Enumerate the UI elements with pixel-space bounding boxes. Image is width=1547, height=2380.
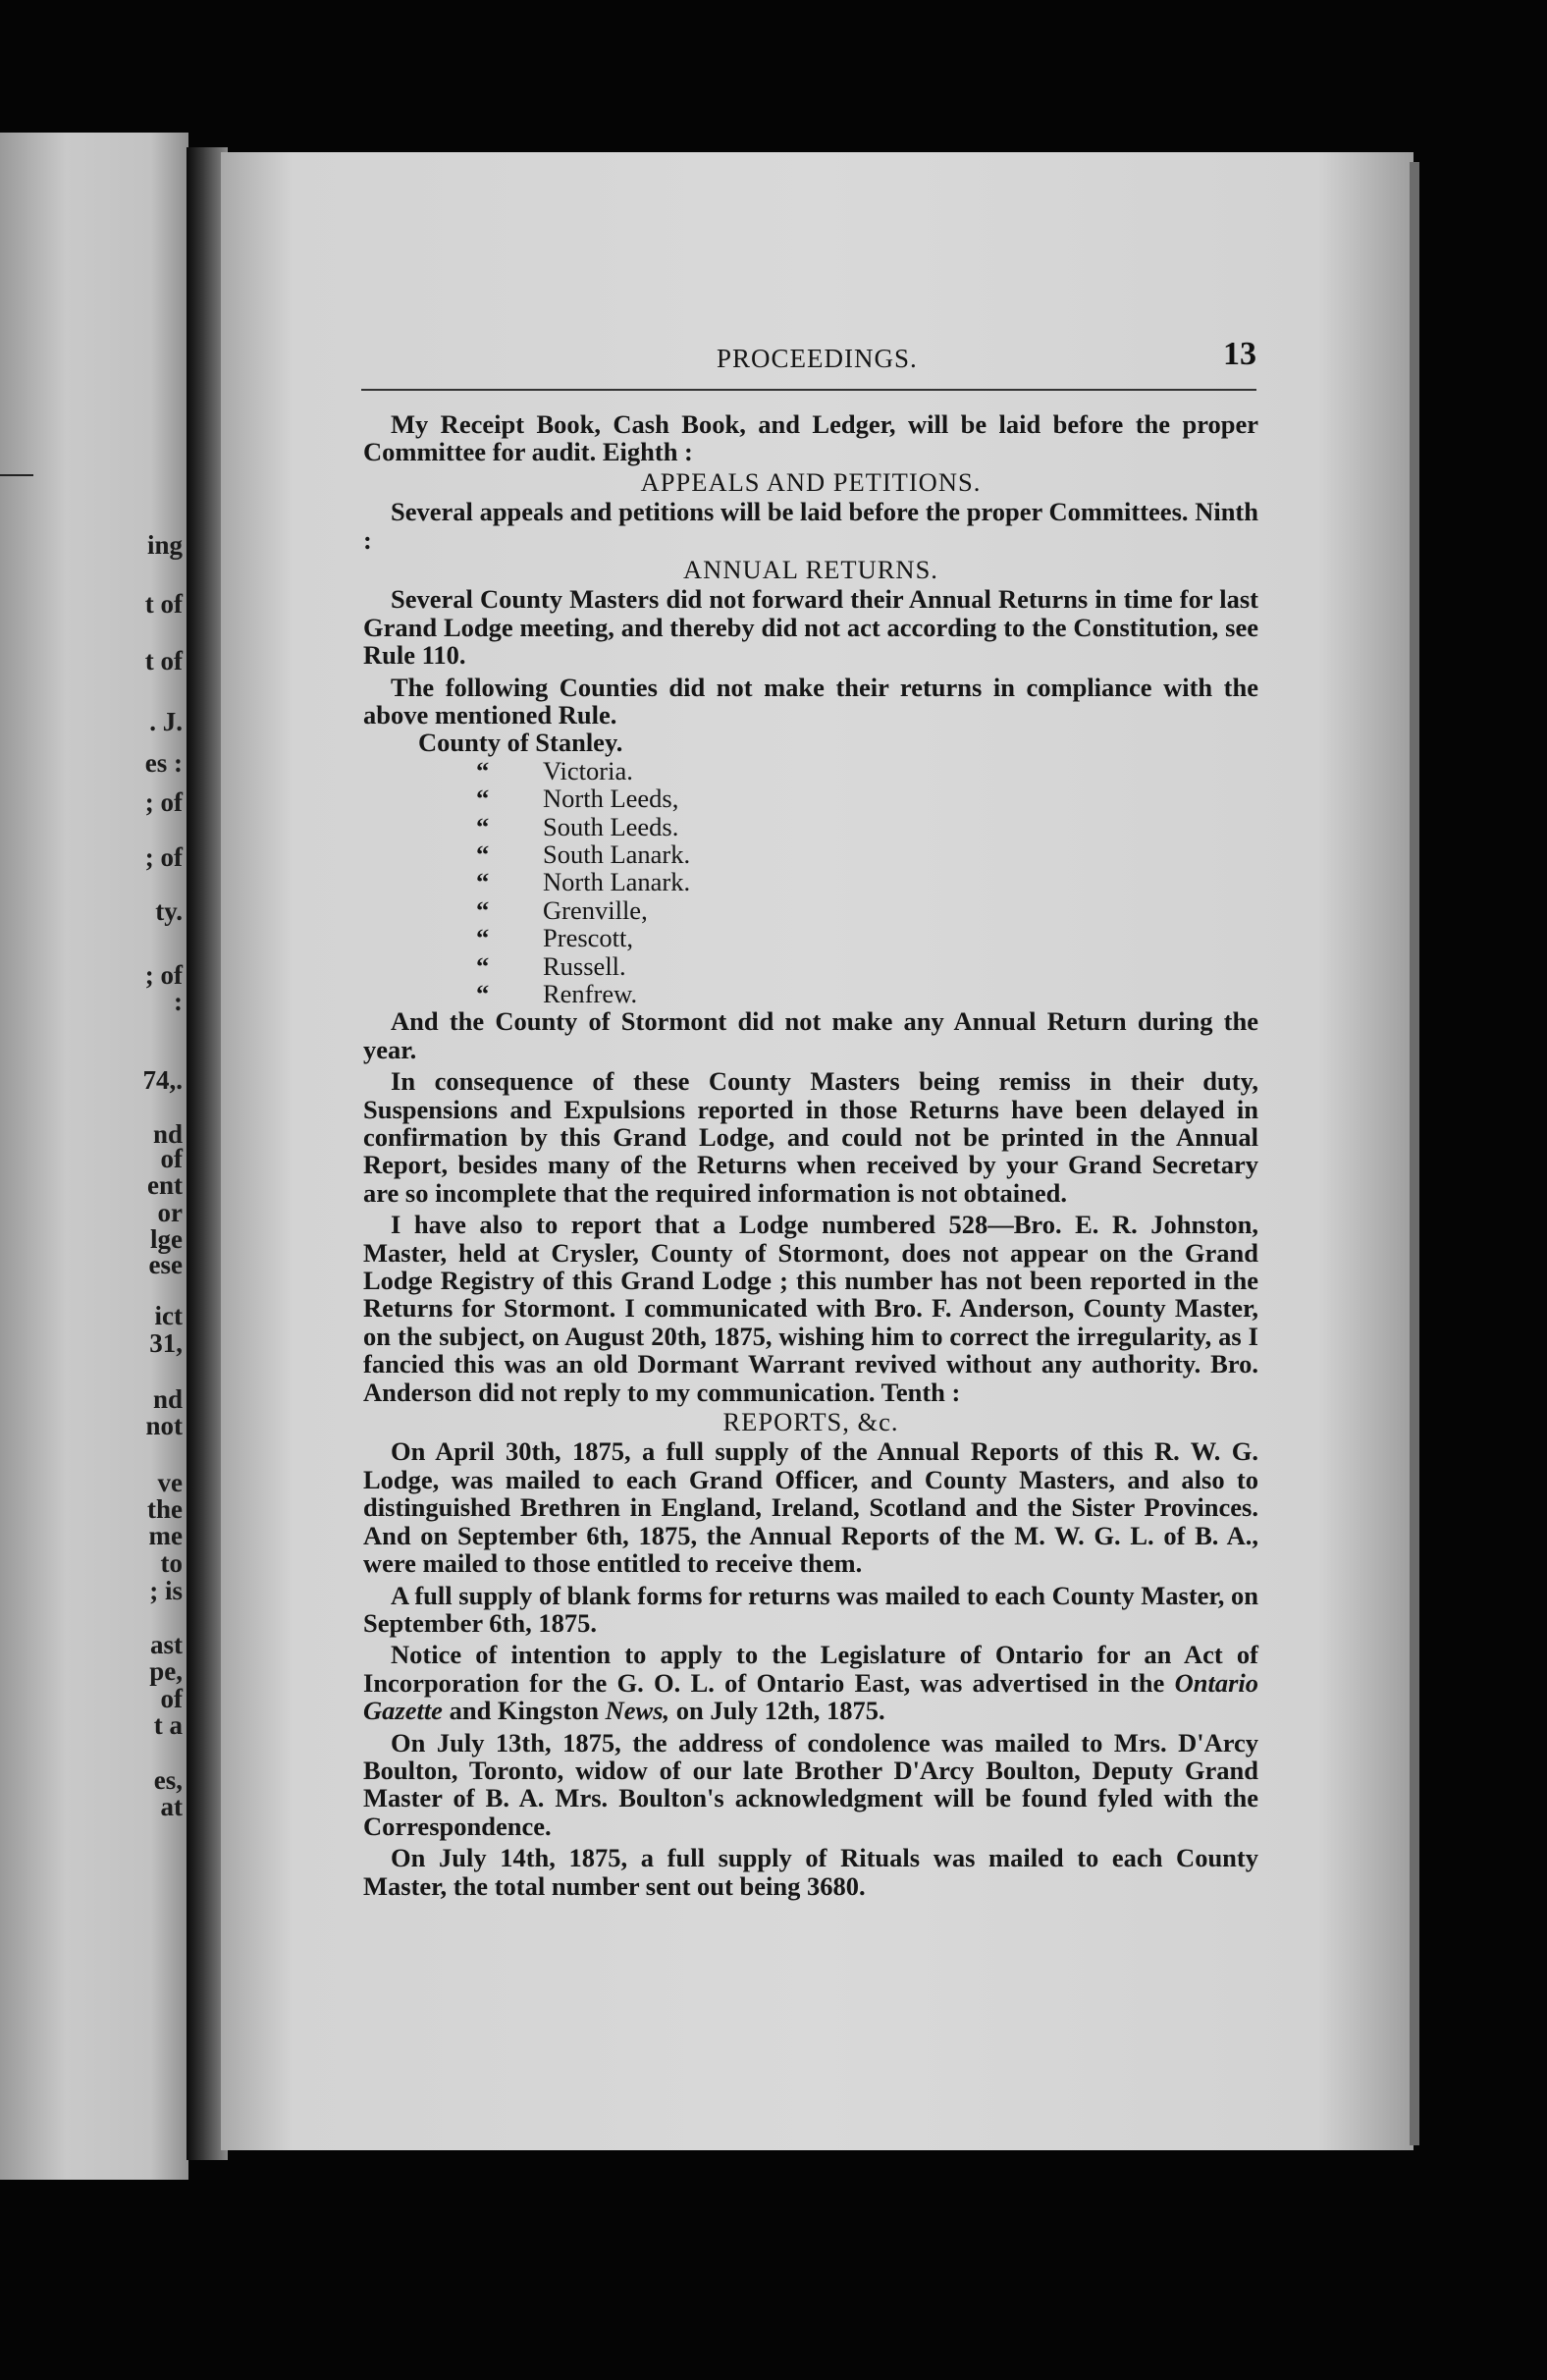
left-fragment: 31, [149,1328,183,1358]
left-fragment: ; of [144,960,183,990]
left-fragment: es, [153,1765,183,1795]
running-head: PROCEEDINGS. [717,344,918,373]
paragraph: On July 14th, 1875, a full supply of Rituals was mailed to each County Master, the total number sent out being 3680. [363,1843,1258,1901]
county-list-item [363,757,1258,784]
left-fragment: ; of [144,842,183,872]
ditto-mark: “ [476,867,490,897]
left-fragment: to [160,1548,183,1578]
county-list-item [363,980,1258,1007]
left-fragment: t of [144,646,183,676]
left-fragment: ese [148,1250,183,1279]
left-fragment: : [174,987,183,1016]
paragraph: On April 30th, 1875, a full supply of the Annual Reports of this R. W. G. Lodge, was mailed to each Grand Officer, and County Masters, and also to distinguished Brethren in England, Ireland, Scotland and the Sister Provinces. And on September 6th, 1875, the Annual Reports of the M. W. G. L. of B. A., were mailed to those entitled to receive them. [363,1436,1258,1579]
county-list-item [363,840,1258,868]
left-fragment: ast [150,1630,183,1659]
left-fragment: t of [144,589,183,619]
county-list [363,729,1258,1007]
page-number: 13 [1223,336,1256,372]
left-fragment: the [147,1494,183,1524]
newspaper-title: Ontario Gazette [363,1667,1258,1726]
left-fragment: at [160,1792,183,1821]
county-name: Prescott, [543,923,633,953]
page-body [363,410,1258,1900]
header-rule [361,389,1256,391]
page-header [363,336,1256,375]
paragraph: In consequence of these County Masters being remiss in their duty, Suspensions and Expulsions reported in those Returns have been delayed in confirmation by this Grand Lodge, and could not be printed in the Annual Report, besides many of the Returns when received by your Grand Secretary are so incomplete that the required information is not obtained. [363,1066,1258,1208]
section-heading: APPEALS AND PETITIONS. [640,466,982,497]
county-name: Renfrew. [543,978,638,1008]
left-fragment: not [145,1411,183,1440]
ditto-mark: “ [476,784,490,814]
newspaper-title: News, [605,1696,670,1726]
county-list-item [363,896,1258,924]
section-heading: REPORTS, &c. [722,1407,899,1437]
paragraph [363,1641,1258,1724]
county-name: Grenville, [543,894,648,925]
left-fragment: ing [146,530,183,560]
left-fragment: me [148,1521,183,1550]
left-fragment: or [157,1198,183,1227]
county-name: Russell. [543,950,626,981]
left-fragment: 74,. [142,1065,183,1095]
county-list-item [363,868,1258,895]
paragraph: The following Counties did not make their returns in compliance with the above mentioned Rule. [363,672,1258,730]
county-list-item [363,784,1258,812]
page-edge [1410,162,1419,2145]
paragraph: Several County Masters did not forward their Annual Returns in time for last Grand Lodge meeting, and thereby did not act according to the Constitution, see Rule 110. [363,584,1258,671]
left-fragment: ve [157,1468,183,1497]
ditto-mark: “ [476,978,490,1008]
ditto-mark: “ [476,755,490,785]
left-fragment: . J. [149,707,183,736]
county-name: North Lanark. [543,867,691,897]
county-list-item [363,813,1258,840]
county-list-item [363,924,1258,951]
ditto-mark: “ [476,950,490,981]
left-page-rule [0,474,33,476]
left-fragment: t a [153,1710,183,1740]
county-list-item [363,729,1258,756]
ditto-mark: “ [476,923,490,953]
left-page [0,133,188,2180]
ditto-mark: “ [476,839,490,870]
left-fragment: ; of [144,787,183,817]
ditto-mark: “ [476,894,490,925]
left-fragment: es : [144,748,183,778]
left-fragment: ict [154,1301,183,1330]
paragraph: I have also to report that a Lodge numbered 528—Bro. E. R. Johnston, Master, held at Crysler, County of Stormont, does not appear on the Grand Lodge Registry of this Grand Lodge ; this number has not been reported in the Returns for Stormont. I communicated with Bro. F. Anderson, County Master, on the subject, on August 20th, 1875, wishing him to correct the irregularity, as I fancied this was an old Dormant Warrant revived without any authority. Bro. Anderson did not reply to my communication. Tenth : [363,1210,1258,1407]
text-run: Notice of intention to apply to the Legislature of Ontario for an Act of Incorporation for the G. O. L. of Ontario East, was advertised in the [363,1640,1258,1698]
section-heading: ANNUAL RETURNS. [683,555,938,585]
text-run: on July 12th, 1875. [669,1696,885,1726]
left-fragment: ent [147,1170,183,1200]
county-name: North Leeds, [543,784,679,814]
ditto-mark: “ [476,811,490,841]
paragraph: And the County of Stormont did not make any Annual Return during the year. [363,1006,1258,1064]
paragraph: My Receipt Book, Cash Book, and Ledger, will be laid before the proper Committee for audit. Eighth : [363,409,1258,467]
left-fragment: of [160,1144,183,1173]
left-fragment: ty. [155,896,183,926]
left-fragment: pe, [149,1656,183,1686]
county-list-item [363,952,1258,980]
paragraph: A full supply of blank forms for returns was mailed to each County Master, on September 6th, 1875. [363,1580,1258,1638]
left-fragment: of [160,1684,183,1713]
paragraph: On July 13th, 1875, the address of condolence was mailed to Mrs. D'Arcy Boulton, Toronto, widow of our late Brother D'Arcy Boulton, Deputy Grand Master of B. A. Mrs. Boulton's acknowledgment will be found fyled with the Correspondence. [363,1727,1258,1841]
county-name: South Lanark. [543,839,691,870]
county-name: Victoria. [543,755,633,785]
left-fragment: nd [152,1119,183,1149]
county-first-label: County of Stanley. [418,728,623,758]
left-fragment: ; is [149,1576,183,1605]
left-fragment: lge [150,1224,183,1254]
paragraph: Several appeals and petitions will be laid before the proper Committees. Ninth : [363,497,1258,555]
text-run: and Kingston [442,1696,606,1726]
county-name: South Leeds. [543,811,679,841]
left-fragment: nd [152,1384,183,1414]
